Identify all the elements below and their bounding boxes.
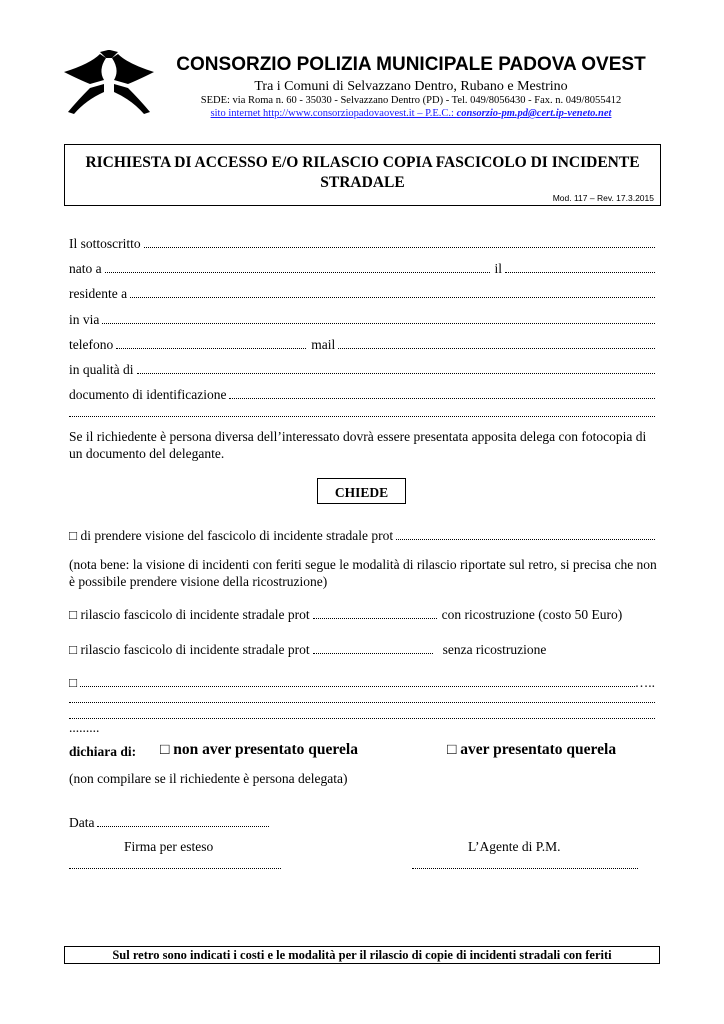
field-sottoscritto: Il sottoscritto <box>69 234 655 252</box>
documento-input-2[interactable] <box>69 415 655 417</box>
option-altro[interactable]: □ ….. <box>69 675 655 690</box>
altro-input[interactable] <box>80 685 635 687</box>
field-qualita: in qualità di <box>69 360 655 378</box>
field-telefono: telefono mail <box>69 335 655 353</box>
residenza-input[interactable] <box>130 296 655 298</box>
field-nato: nato a il <box>69 259 655 277</box>
option-rilascio-con[interactable]: □ rilascio fascicolo di incidente stradale prot con ricostruzione (costo 50 Euro) <box>69 607 623 622</box>
telefono-input[interactable] <box>116 347 306 349</box>
qualita-input[interactable] <box>137 372 656 374</box>
dichiara-label: dichiara di: <box>69 744 137 759</box>
prot-senza-input[interactable] <box>313 652 433 654</box>
form-title-box <box>64 144 661 206</box>
note-delega: Se il richiedente è persona diversa dell’interessato dovrà essere presentata apposita delega con fotocopia di un documento del delegante. <box>69 429 647 461</box>
mail-input[interactable] <box>338 347 655 349</box>
field-data: Data <box>69 813 269 831</box>
altro-input-2[interactable] <box>69 701 655 703</box>
org-name: CONSORZIO POLIZIA MUNICIPALE PADOVA OVEST <box>176 54 646 75</box>
prot-visione-input[interactable] <box>396 538 655 540</box>
via-input[interactable] <box>102 322 655 324</box>
field-via: in via <box>69 310 655 328</box>
luogo-nascita-input[interactable] <box>105 271 491 273</box>
agente-label: L’Agente di P.M. <box>468 839 561 854</box>
form-title: RICHIESTA DI ACCESSO E/O RILASCIO COPIA FASCICOLO DI INCIDENTE STRADALE <box>85 154 640 191</box>
firma-label: Firma per esteso <box>124 839 214 854</box>
querela-option[interactable]: □ aver presentato querela <box>447 741 617 758</box>
pec-email[interactable]: consorzio-pm.pd@cert.ip-veneto.net <box>456 108 612 119</box>
field-documento-continued <box>69 403 655 421</box>
footer-note: Sul retro sono indicati i costi e le modalità per il rilascio di copie di incidenti stradali con feriti <box>64 946 660 964</box>
agente-signature-line[interactable] <box>412 868 638 869</box>
form-version: Mod. 117 – Rev. 17.3.2015 <box>552 193 654 203</box>
data-nascita-input[interactable] <box>505 271 655 273</box>
documento-input[interactable] <box>229 397 655 399</box>
firma-line[interactable] <box>69 868 281 869</box>
data-input[interactable] <box>97 825 269 827</box>
org-website[interactable]: sito internet http://www.consorziopadovaovest.it – P.E.C.: consorzio-pm.pd@cert.ip-veneto.net <box>210 108 612 119</box>
non-querela-option[interactable]: □ non aver presentato querela <box>160 741 358 758</box>
chiede-heading: CHIEDE <box>317 478 406 504</box>
option-visione[interactable]: □ di prendere visione del fascicolo di incidente stradale prot <box>69 526 655 544</box>
org-subtitle: Tra i Comuni di Selvazzano Dentro, Rubano e Mestrino <box>254 79 568 94</box>
consortium-logo <box>60 50 158 116</box>
field-residente: residente a <box>69 284 655 302</box>
nota-bene: (nota bene: la visione di incidenti con feriti segue le modalità di rilascio riportate sul retro, si precisa che non è possibile prendere visione della ricostruzione) <box>69 557 657 589</box>
prot-con-input[interactable] <box>313 617 437 619</box>
field-documento: documento di identificazione <box>69 385 655 403</box>
altro-line-4: ......... <box>69 720 100 735</box>
option-rilascio-senza[interactable]: □ rilascio fascicolo di incidente stradale prot senza ricostruzione <box>69 642 547 657</box>
dichiara-note: (non compilare se il richiedente è persona delegata) <box>69 771 348 786</box>
org-address: SEDE: via Roma n. 60 - 35030 - Selvazzano Dentro (PD) - Tel. 049/8056430 - Fax. n. 049/8055412 <box>200 95 622 106</box>
sottoscritto-input[interactable] <box>144 246 655 248</box>
